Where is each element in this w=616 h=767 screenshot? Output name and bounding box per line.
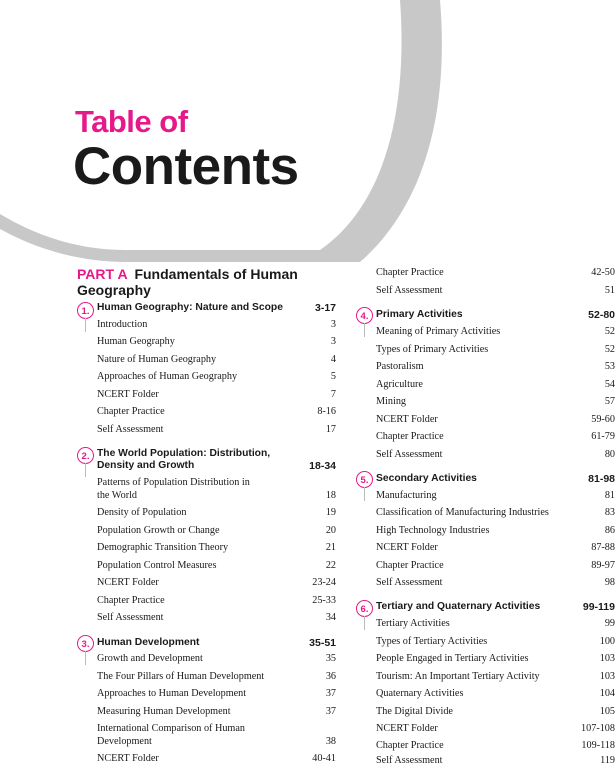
entry-label: Density of Population [97,507,187,518]
chapter-title: Secondary Activities [376,473,477,484]
chapter-number-badge: 6. [356,600,373,617]
entry-label: Types of Tertiary Activities [376,636,488,647]
toc-entry[interactable] [376,395,615,408]
entry-page: 104 [599,688,615,699]
toc-entry[interactable] [376,266,615,279]
badge-stem [85,463,86,477]
toc-entry[interactable] [376,343,615,356]
entry-label: Nature of Human Geography [97,354,217,365]
chapter-pages: 99-119 [582,601,615,613]
entry-label: Self Assessment [376,449,443,460]
toc-entry[interactable] [376,576,615,589]
toc-entry[interactable] [376,617,615,630]
entry-label: NCERT Folder [376,542,438,553]
toc-entry[interactable] [97,423,336,436]
toc-entry[interactable] [376,413,615,426]
entry-page: 8-16 [317,406,336,417]
entry-label: NCERT Folder [376,414,438,425]
entry-page: 19 [325,507,336,518]
entry-label: Quaternary Activities [376,688,464,699]
toc-entry[interactable] [376,430,615,443]
entry-page: 61-79 [591,431,615,442]
entry-label: Approaches to Human Development [97,688,247,699]
entry-page: 51 [604,285,615,296]
entry-page: 3 [330,319,336,330]
toc-entry[interactable] [376,448,615,461]
entry-label: Measuring Human Development [97,706,231,717]
toc-entry[interactable] [97,652,336,665]
entry-page: 7 [330,389,336,400]
badge-stem [364,487,365,501]
toc-entry[interactable] [97,705,336,718]
chapter-number-badge: 5. [356,471,373,488]
chapter-title-line-1: The World Population: Distribution, [97,448,271,459]
toc-entry[interactable] [97,670,336,683]
entry-page: 38 [325,736,336,747]
toc-entry[interactable] [97,687,336,700]
entry-page: 37 [325,688,336,699]
entry-page: 18 [325,490,336,501]
toc-entry[interactable] [97,594,336,607]
entry-label [97,476,326,502]
entry-label: Demographic Transition Theory [97,542,229,553]
toc-entry[interactable] [376,652,615,665]
entry-label: Introduction [97,319,148,330]
entry-label: Self Assessment [97,424,164,435]
entry-page: 57 [604,396,615,407]
entry-page: 98 [604,577,615,588]
entry-page: 17 [325,424,336,435]
entry-label: The Digital Divide [376,706,453,717]
entry-page: 86 [604,525,615,536]
entry-label: Tertiary Activities [376,618,450,629]
entry-page: 109-118 [581,740,615,751]
chapter-number-badge: 3. [77,635,94,652]
chapter-6-heading[interactable] [376,601,615,613]
chapter-title-line-2: Density and Growth [97,460,195,471]
toc-entry[interactable] [97,353,336,366]
entry-label: Self Assessment [376,577,443,588]
entry-label: High Technology Industries [376,525,490,536]
title-line-2: Contents [73,137,299,196]
entry-label-line-1: International Comparison of Human [97,723,245,734]
entry-label-line-2: Development [97,736,152,747]
toc-entry[interactable] [97,541,336,554]
chapter-title: Human Development [97,637,200,648]
entry-page: 40-41 [312,753,336,764]
entry-label: Chapter Practice [376,740,444,751]
entry-page: 59-60 [591,414,615,425]
title-line-1: Table of [75,104,188,139]
toc-entry[interactable] [97,476,336,502]
chapter-3-heading[interactable] [97,637,336,649]
toc-entry[interactable] [97,611,336,624]
entry-page: 52 [604,326,615,337]
toc-entry[interactable] [376,325,615,338]
entry-label: NCERT Folder [97,577,159,588]
entry-page: 87-88 [591,542,615,553]
entry-page: 81 [604,490,615,501]
toc-entry[interactable] [376,687,615,700]
badge-stem [85,318,86,332]
chapter-2-heading[interactable] [97,448,336,472]
entry-label: Growth and Development [97,653,203,664]
entry-page: 21 [325,542,336,553]
entry-page: 105 [599,706,615,717]
chapter-title: Human Geography: Nature and Scope [97,302,283,313]
toc-right-column [356,0,615,767]
toc-entry[interactable] [376,284,615,297]
entry-page: 89-97 [591,560,615,571]
entry-page: 103 [599,671,615,682]
entry-label: Classification of Manufacturing Industries [376,507,549,518]
entry-label: The Four Pillars of Human Development [97,671,265,682]
entry-page: 52 [604,344,615,355]
toc-entry[interactable] [97,405,336,418]
entry-label: Meaning of Primary Activities [376,326,501,337]
entry-page: 20 [325,525,336,536]
entry-label: Self Assessment [97,612,164,623]
toc-entry[interactable] [97,576,336,589]
toc-entry[interactable] [97,524,336,537]
toc-entry[interactable] [376,541,615,554]
toc-entry[interactable] [376,559,615,572]
entry-label: Types of Primary Activities [376,344,489,355]
chapter-number-badge: 4. [356,307,373,324]
toc-entry[interactable] [97,722,336,748]
entry-label: Population Control Measures [97,560,217,571]
entry-page: 37 [325,706,336,717]
entry-page: 3 [330,336,336,347]
entry-page: 25-33 [312,595,336,606]
toc-entry[interactable] [376,722,615,735]
entry-label-line-1: Patterns of Population Distribution in [97,477,250,488]
entry-label: NCERT Folder [376,723,438,734]
entry-page: 107-108 [581,723,615,734]
entry-label: People Engaged in Tertiary Activities [376,653,529,664]
entry-page: 36 [325,671,336,682]
entry-page: 103 [599,653,615,664]
toc-entry[interactable] [97,335,336,348]
toc-entry[interactable] [376,670,615,683]
chapter-pages: 81-98 [588,473,615,485]
toc-entry[interactable] [97,318,336,331]
entry-page: 22 [325,560,336,571]
entry-label: Chapter Practice [376,560,444,571]
badge-stem [364,323,365,337]
toc-entry[interactable] [376,754,615,767]
toc-entry[interactable] [376,635,615,648]
part-title: Fundamentals of Human Geography [77,266,298,298]
entry-page: 99 [604,618,615,629]
entry-label: Chapter Practice [97,406,165,417]
chapter-4-heading[interactable] [376,309,615,321]
badge-stem [85,651,86,665]
entry-label: Self Assessment [376,285,443,296]
entry-label: Chapter Practice [376,267,444,278]
entry-label: Pastoralism [376,361,424,372]
entry-page: 100 [599,636,615,647]
chapter-pages: 3-17 [314,302,336,314]
entry-label: Chapter Practice [97,595,165,606]
entry-page: 23-24 [312,577,336,588]
chapter-title [97,448,309,472]
toc-entry[interactable] [97,370,336,383]
toc-entry[interactable] [376,506,615,519]
entry-page: 5 [330,371,336,382]
chapter-1-heading[interactable] [97,302,336,314]
toc-entry[interactable] [97,388,336,401]
entry-label: Approaches of Human Geography [97,371,238,382]
entry-label: Chapter Practice [376,431,444,442]
badge-stem [364,616,365,630]
toc-entry[interactable] [376,739,615,752]
entry-page: 35 [325,653,336,664]
entry-label: Population Growth or Change [97,525,220,536]
chapter-number-badge: 2. [77,447,94,464]
entry-label: Agriculture [376,379,423,390]
toc-entry[interactable] [97,752,336,765]
toc-entry[interactable] [376,524,615,537]
entry-label-line-2: the World [97,490,138,501]
chapter-pages: 18-34 [309,460,336,472]
entry-page: 42-50 [591,267,615,278]
entry-label: Self Assessment [376,755,443,766]
chapter-number-badge: 1. [77,302,94,319]
entry-label: NCERT Folder [97,389,159,400]
entry-label: Manufacturing [376,490,437,501]
entry-page: 83 [604,507,615,518]
chapter-pages: 35-51 [309,637,336,649]
entry-page: 34 [325,612,336,623]
toc-entry[interactable] [376,378,615,391]
toc-left-column [77,0,336,767]
chapter-pages: 52-80 [588,309,615,321]
part-label: PART A [77,266,128,282]
entry-page: 4 [330,354,336,365]
entry-label: Tourism: An Important Tertiary Activity [376,671,540,682]
entry-page: 80 [604,449,615,460]
toc-entry[interactable] [97,506,336,519]
entry-label: NCERT Folder [97,753,159,764]
entry-label: Human Geography [97,336,175,347]
entry-label: Mining [376,396,407,407]
toc-entry[interactable] [376,489,615,502]
chapter-5-heading[interactable] [376,473,615,485]
chapter-title: Primary Activities [376,309,463,320]
entry-page: 53 [604,361,615,372]
entry-page: 54 [604,379,615,390]
entry-page: 119 [600,755,615,766]
entry-label [97,722,326,748]
toc-entry[interactable] [97,559,336,572]
toc-entry[interactable] [376,360,615,373]
toc-entry[interactable] [376,705,615,718]
chapter-title: Tertiary and Quaternary Activities [376,601,541,612]
